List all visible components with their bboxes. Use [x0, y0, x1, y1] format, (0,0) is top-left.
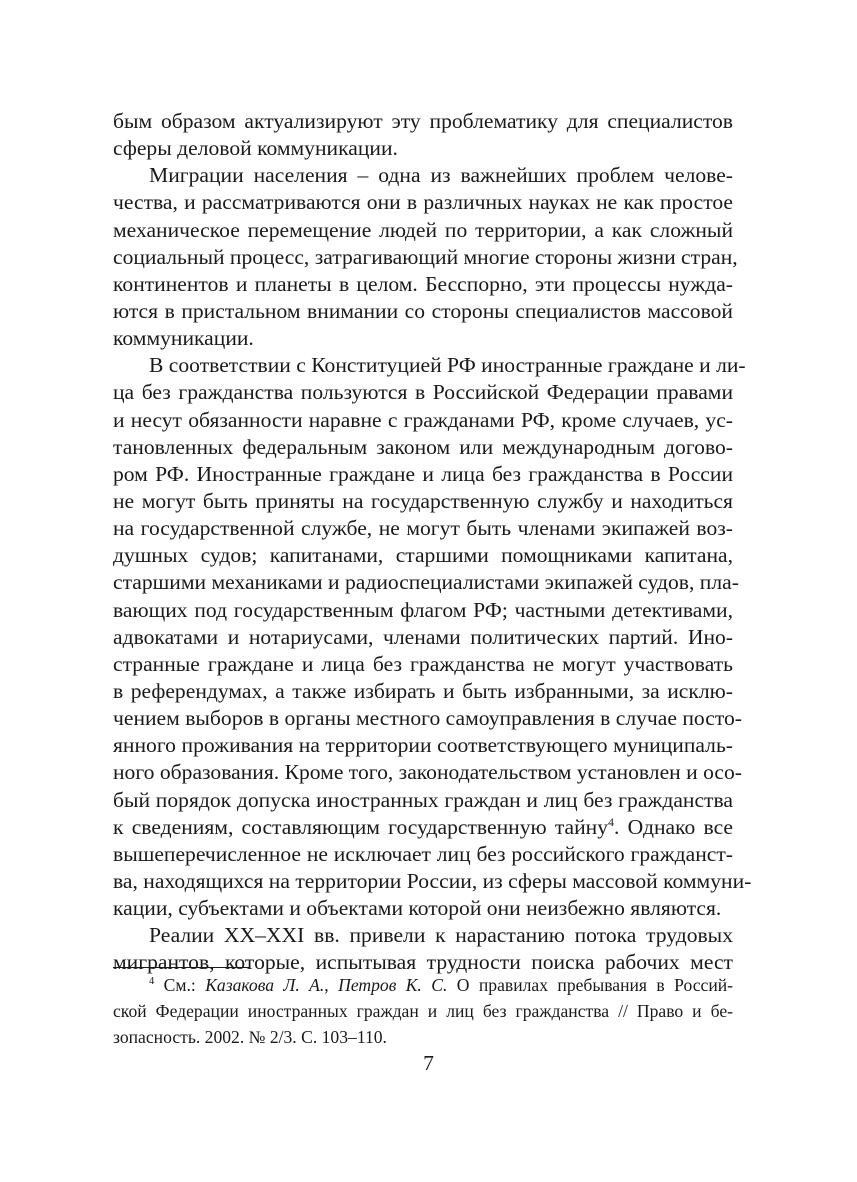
text-line: ются в пристальном внимании со стороны специалистов массовой [113, 298, 733, 323]
text-line: вышеперечисленное не исключает лиц без российского гражданст- [113, 841, 733, 866]
text-line: ром РФ. Иностранные граждане и лица без гражданства в России [113, 461, 733, 486]
text-line: кации, субъектами и объектами которой они неизбежно являются. [113, 896, 722, 921]
page-number: 7 [423, 1051, 434, 1075]
text-line: адвокатами и нотариусами, членами политических партий. Ино- [113, 624, 733, 649]
footnote-text: О правилах пребывания в Россий- [447, 975, 734, 995]
text-line: ного образования. Кроме того, законодательством установлен и осо- [113, 760, 742, 785]
text-line: вающих под государственным флагом РФ; частными детективами, [113, 597, 733, 622]
footnote-marker: 4 [149, 976, 155, 988]
footnote-line: зопасность. 2002. № 2/3. С. 103–110. [113, 1027, 387, 1047]
text-line: бый порядок допуска иностранных граждан и лиц без гражданства [113, 787, 733, 812]
footnote-text: , [324, 975, 339, 995]
text-line: мигрантов, которые, испытывая трудности поиска рабочих мест [113, 950, 733, 975]
text-line: не могут быть приняты на государственную службу и находиться [113, 488, 733, 513]
footnote-reference: 4 [608, 814, 615, 829]
text-line: Реалии XX–XXI вв. привели к нарастанию потока трудовых [149, 923, 733, 948]
footnote [113, 972, 733, 1050]
text-line: и несут обязанности наравне с гражданами РФ, кроме случаев, ус- [113, 407, 733, 432]
text-line: в референдумах, а также избирать и быть избранными, за исклю- [113, 678, 733, 703]
text-line: янного проживания на территории соответствующего муниципаль- [113, 733, 733, 758]
footnote-author: Петров К. С. [338, 975, 448, 995]
text-line: В соответствии с Конституцией РФ иностранные граждане и ли- [149, 353, 746, 378]
footnote-line: ской Федерации иностранных граждан и лиц без гражданства // Право и бе- [113, 1001, 733, 1021]
footnote-divider [113, 967, 250, 968]
text-line: ца без гражданства пользуются в Российской Федерации правами [113, 380, 733, 405]
text-line-with-footnote-ref [113, 814, 733, 841]
text-line: континентов и планеты в целом. Бесспорно, эти процессы нужда- [113, 271, 733, 296]
text-line: сферы деловой коммуникации. [113, 136, 398, 161]
text-line: бым образом актуализируют эту проблематику для специалистов [113, 109, 733, 133]
text-line: механическое перемещение людей по территории, а как сложный [113, 217, 733, 242]
text-line: на государственной службе, не могут быть членами экипажей воз- [113, 516, 733, 541]
text-line: тановленных федеральным законом или международным догово- [113, 434, 733, 459]
footnote-text: См.: [154, 975, 206, 995]
text-segment: к сведениям, составляющим государственную тайну [113, 814, 609, 839]
text-line: коммуникации. [113, 326, 254, 351]
text-line: социальный процесс, затрагивающий многие стороны жизни стран, [113, 244, 738, 269]
text-line: ва, находящихся на территории России, из сферы массовой коммуни- [113, 868, 752, 893]
footnote-author: Казакова Л. А. [205, 975, 325, 995]
main-text [113, 108, 752, 977]
text-line: старшими механиками и радиоспециалистами экипажей судов, пла- [113, 570, 739, 595]
text-line: странные граждане и лица без гражданства не могут участвовать [113, 651, 733, 676]
text-segment: . Однако все [614, 814, 734, 839]
text-line: душных судов; капитанами, старшими помощниками капитана, [113, 543, 733, 568]
text-line: Миграции населения – одна из важнейших проблем челове- [149, 163, 733, 188]
footnote-line [113, 972, 733, 998]
text-line: чением выборов в органы местного самоуправления в случае посто- [113, 706, 742, 731]
text-line: чества, и рассматриваются они в различных науках не как простое [113, 190, 733, 215]
